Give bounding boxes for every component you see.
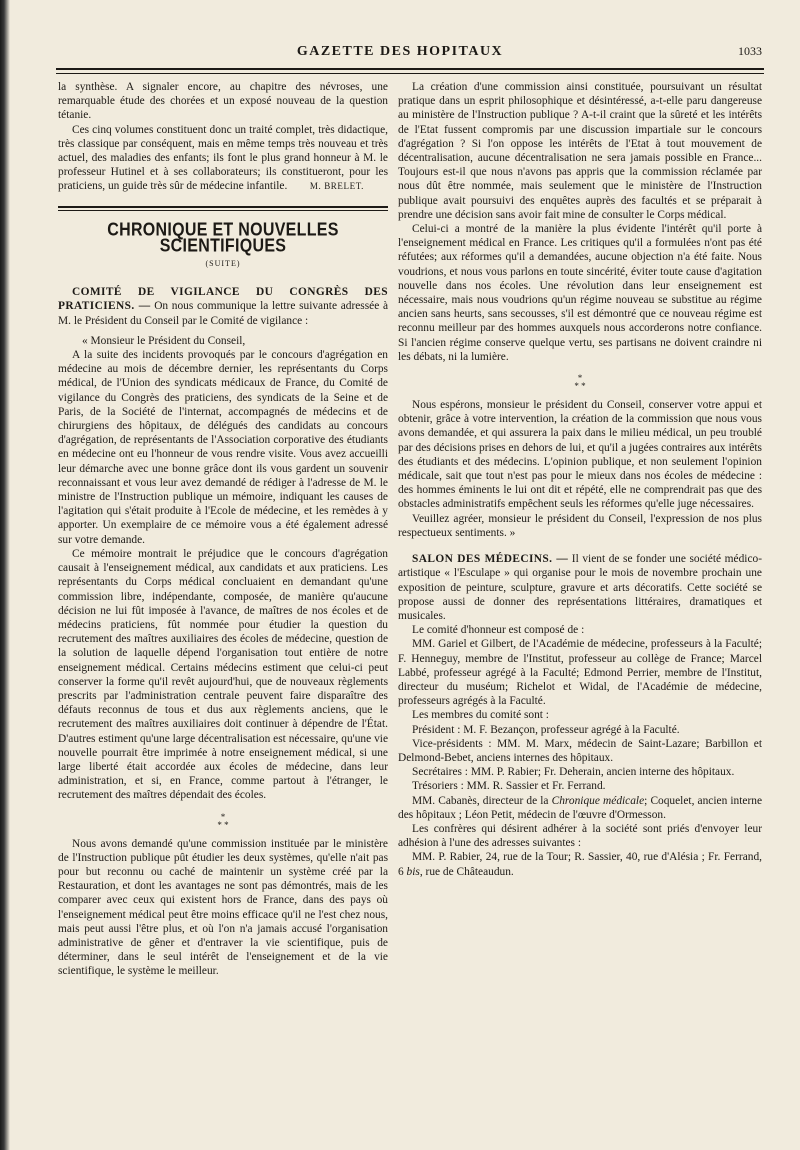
- letter-salutation: « Monsieur le Président du Conseil,: [82, 334, 246, 347]
- publication-title: Chronique médicale: [551, 794, 645, 807]
- asterism-divider: * * *: [574, 373, 586, 392]
- asterism-divider: * * *: [217, 811, 229, 830]
- rubric-heading: SALON DES MÉDECINS. —: [412, 553, 569, 566]
- paragraph: Le comité d'honneur est composé de :: [412, 624, 585, 637]
- letter-paragraph: Nous avons demandé qu'une commission instituée par le ministère de l'Instruction publique pût étudier les deux systèmes, qu'elle n'ait pas pour but reconnu ou caché de maintenir un système créé par la Restauration, et dont les avantages ne sont pas démontrés, mais de les comparer avec ceux qui existent hors de France, dans des pays où l'enseignement médical peut être moins efficace qu'il ne l'est chez nous, mais peut aussi l'être plus, et où l'on n'a jamais accusé l'organisation administrative de gêner et d'entraver la vie scientifique, puis de déterminer, dans le seul intérêt de l'enseignement et de la vie scientifique, le système le meilleur.: [58, 837, 388, 978]
- section-title: CHRONIQUE ET NOUVELLES SCIENTIFIQUES: [107, 220, 339, 257]
- paragraph: la synthèse. A signaler encore, au chapitre des névroses, une remarquable étude des chorées et un exposé nouveau de la question tétanie.: [58, 81, 388, 122]
- letter-paragraph: Celui-ci a montré de la manière la plus évidente l'intérêt qu'il porte à l'enseignement médical en France. Les critiques qu'il a formulées n'ont pas été réfutées; aux réformes qu'il a demandées, aucune objection n'a été faite. Nous voudrions, et nous vous parlons en toute sincérité, éviter toute cause d'agitation nouvelle dans nos écoles. Une révolution dans leur enseignement est nécessaire, mais nous voudrions qu'un régime nouveau se substitue au régime ancien sans heurts, sans secousses, s'il est démontré que ce nouveau régime est reconnu meilleur par des hommes auxquels nous accorderons notre confiance. Si l'ancien régime conserve quelque vertu, ses partisans ne doivent craindre ni les débats, ni la lumière.: [398, 223, 762, 363]
- text-italic: bis: [406, 865, 420, 878]
- paragraph: MM. Gariel et Gilbert, de l'Académie de médecine, professeurs à la Faculté; F. Henneguy, membre de l'Institut, professeur au collège de France; Marcel Labbé, professeur agrégé à la Faculté; Edmond Perrier, membre de l'Institut, directeur du muséum; Richelot et Widal, de l'Académie de médecine, professeurs agrégés à la Faculté.: [398, 638, 762, 708]
- left-column: [58, 80, 388, 979]
- paragraph: [398, 850, 762, 878]
- section-subtitle: (SUITE): [205, 259, 241, 269]
- paragraph: Les confrères qui désirent adhérer à la société sont priés d'envoyer leur adhésion à l'une des adresses suivantes :: [398, 822, 762, 850]
- rubric-heading: COMITÉ DE VIGILANCE DU CONGRÈS DES PRATICIENS. —: [58, 286, 388, 313]
- text: ; Coquelet, ancien interne des hôpitaux ; Léon Petit, médecin de l'œuvre d'Ormesson.: [398, 794, 763, 821]
- letter-paragraph: Nous espérons, monsieur le président du Conseil, conserver votre appui et obtenir, grâce à votre intervention, la création de la commission que nous vous avons demandée, et qui assurera la paix dans le milieu médical, un peu troublé par des décisions prises en dehors de lui, et qu'il a jugées contraires aux intérêts des étudiants et des médecins. L'opinion publique, et non seulement l'opinion médicale, sait que tout n'est pas pour le mieux dans nos écoles de médecine : des hommes éminents le lui ont dit et répété, elle ne comprendrait pas que des obstacles administratifs empêchent seuls les réformes qu'elle juge nécessaires.: [398, 399, 762, 511]
- letter-paragraph: La création d'une commission ainsi constituée, poursuivant un résultat pratique dans un esprit philosophique et désintéressé, a-t-elle paru dangereuse au ministère de l'Instruction publique ? A-t-il craint que la sûreté et les intérêts de l'Etat fussent compromis par une discussion impartiale sur le concours d'agrégation ? Si l'on oppose les intérêts de l'Etat à tout mouvement de décentralisation, aucune décentralisation ne sera jamais possible en France... Toujours est-il que nous n'avons pas appris que la commission réclamée par nous dût être nommée, mais seulement que le ministère de l'Instruction publique avait poursuivi des enquêtes auprès des facultés et se préparait à prendre une décision sans avoir fait mine de consulter le Corps médical.: [398, 81, 762, 221]
- text: MM. P. Rabier, 24, rue de la Tour; R. Sassier, 40, rue d'Alésia ; Fr. Ferrand, 6: [398, 851, 762, 878]
- paragraph-text: Ces cinq volumes constituent donc un traité complet, très didactique, très classique par conséquent, mais en même temps très nouveau et très actuel, des maladies des enfants; ils font le plus grand honneur à M. le professeur Hutinel et à ses collaborateurs; ils constitueront, pour les praticiens, un guide très sûr de médecine infantile.: [58, 123, 388, 193]
- page-number: 1033: [738, 44, 762, 58]
- right-column: [398, 80, 762, 879]
- news-item: [58, 285, 388, 328]
- paragraph: Vice-présidents : MM. M. Marx, médecin de Saint-Lazare; Barbillon et Delmond-Bebet, anciens internes des hôpitaux.: [398, 737, 762, 764]
- paragraph: Président : M. F. Bezançon, professeur agrégé à la Faculté.: [412, 723, 680, 736]
- paragraph: Les membres du comité sont :: [412, 709, 549, 722]
- header-rule: [56, 68, 764, 70]
- paragraph: Secrétaires : MM. P. Rabier; Fr. Deherain, ancien interne des hôpitaux.: [412, 766, 735, 779]
- header-rule-thin: [56, 73, 764, 74]
- rubric-text: On nous communique la lettre suivante adressée à M. le Président du Conseil par le Comité de vigilance :: [58, 300, 388, 327]
- page-header-title: GAZETTE DES HOPITAUX: [296, 44, 504, 59]
- letter-paragraph: Veuillez agréer, monsieur le président du Conseil, l'expression de nos plus respectueux sentiments. »: [398, 512, 762, 539]
- paragraph: [58, 123, 388, 194]
- letter-paragraph: A la suite des incidents provoqués par le concours d'agrégation en médecine au mois de décembre dernier, les représentants du Corps médical, de l'Union des syndicats médicaux de France, du Comité de vigilance du Congrès des praticiens, des syndicats de la Seine et de Paris, de la Société de l'internat, accompagnés de médecins et de chirurgiens des hôpitaux, de délégués des candidats au concours d'agrégation, de représentants de l'Association corporative des étudiants en médecine ont eu l'honneur de vous rendre visite. Vous avez accueilli leur démarche avec une bonne grâce dont ils vous gardent un souvenir reconnaissant et vous leur avez demandé de rédiger à l'adresse de M. le ministre de l'Instruction publique un mémoire, indiquant les causes de l'agitation qui s'était produite à l'Ecole de médecine, et les remèdes à y apporter. Un exemplaire de ce mémoire vous a été également adressé sur votre demande.: [58, 349, 388, 546]
- author-signature: M. BRELET.: [309, 181, 364, 192]
- text: MM. Cabanès, directeur de la: [412, 794, 552, 807]
- paragraph: [398, 794, 762, 822]
- paragraph: Trésoriers : MM. R. Sassier et Fr. Ferrand.: [412, 780, 606, 793]
- rubric-text: Il vient de se fonder une société médico-artistique « l'Esculape » qui organise pour le mois de novembre prochain une exposition de peinture, sculpture, gravure et arts décoratifs. Cette société se propose aussi de donner des représentations littéraires, dramatiques et musicales.: [398, 553, 762, 622]
- text: , rue de Châteaudun.: [419, 865, 514, 878]
- section-divider: [58, 206, 388, 211]
- letter-paragraph: Ce mémoire montrait le préjudice que le concours d'agrégation causait à l'enseignement médical, aux candidats et aux praticiens. Les représentants du Corps médical concluaient en demandant qu'une commission libre, indépendante, composée, de manière qu'aucune décision ne lui fût imposée à l'avance, de maîtres de nos écoles et de médecins praticiens, fût nommée pour étudier la question du recrutement des maîtres auxiliaires des écoles de médecine, question de la solution de laquelle dépend l'organisation tout entière de notre enseignement médical. Certains médecins estiment que celui-ci peut conserver la forme qu'il revêt aujourd'hui, que de nouveaux règlements prescrits par l'administration centrale peuvent faire disparaître des défauts reconnus de tous et dus aux règlements anciens, que le recrutement des maîtres auxiliaires doit continuer à dépendre de l'État. D'autres estiment qu'une large décentralisation est nécessaire, qu'une vie nouvelle pourrait être imprimée à notre enseignement médical, si une large liberté était accordée aux écoles de médecine, dans leur administration, et si, en France, comme partout à l'étranger, le recrutement des maîtres dépendait des écoles.: [58, 547, 388, 802]
- news-item: [398, 552, 762, 623]
- binding-edge: [0, 0, 10, 1150]
